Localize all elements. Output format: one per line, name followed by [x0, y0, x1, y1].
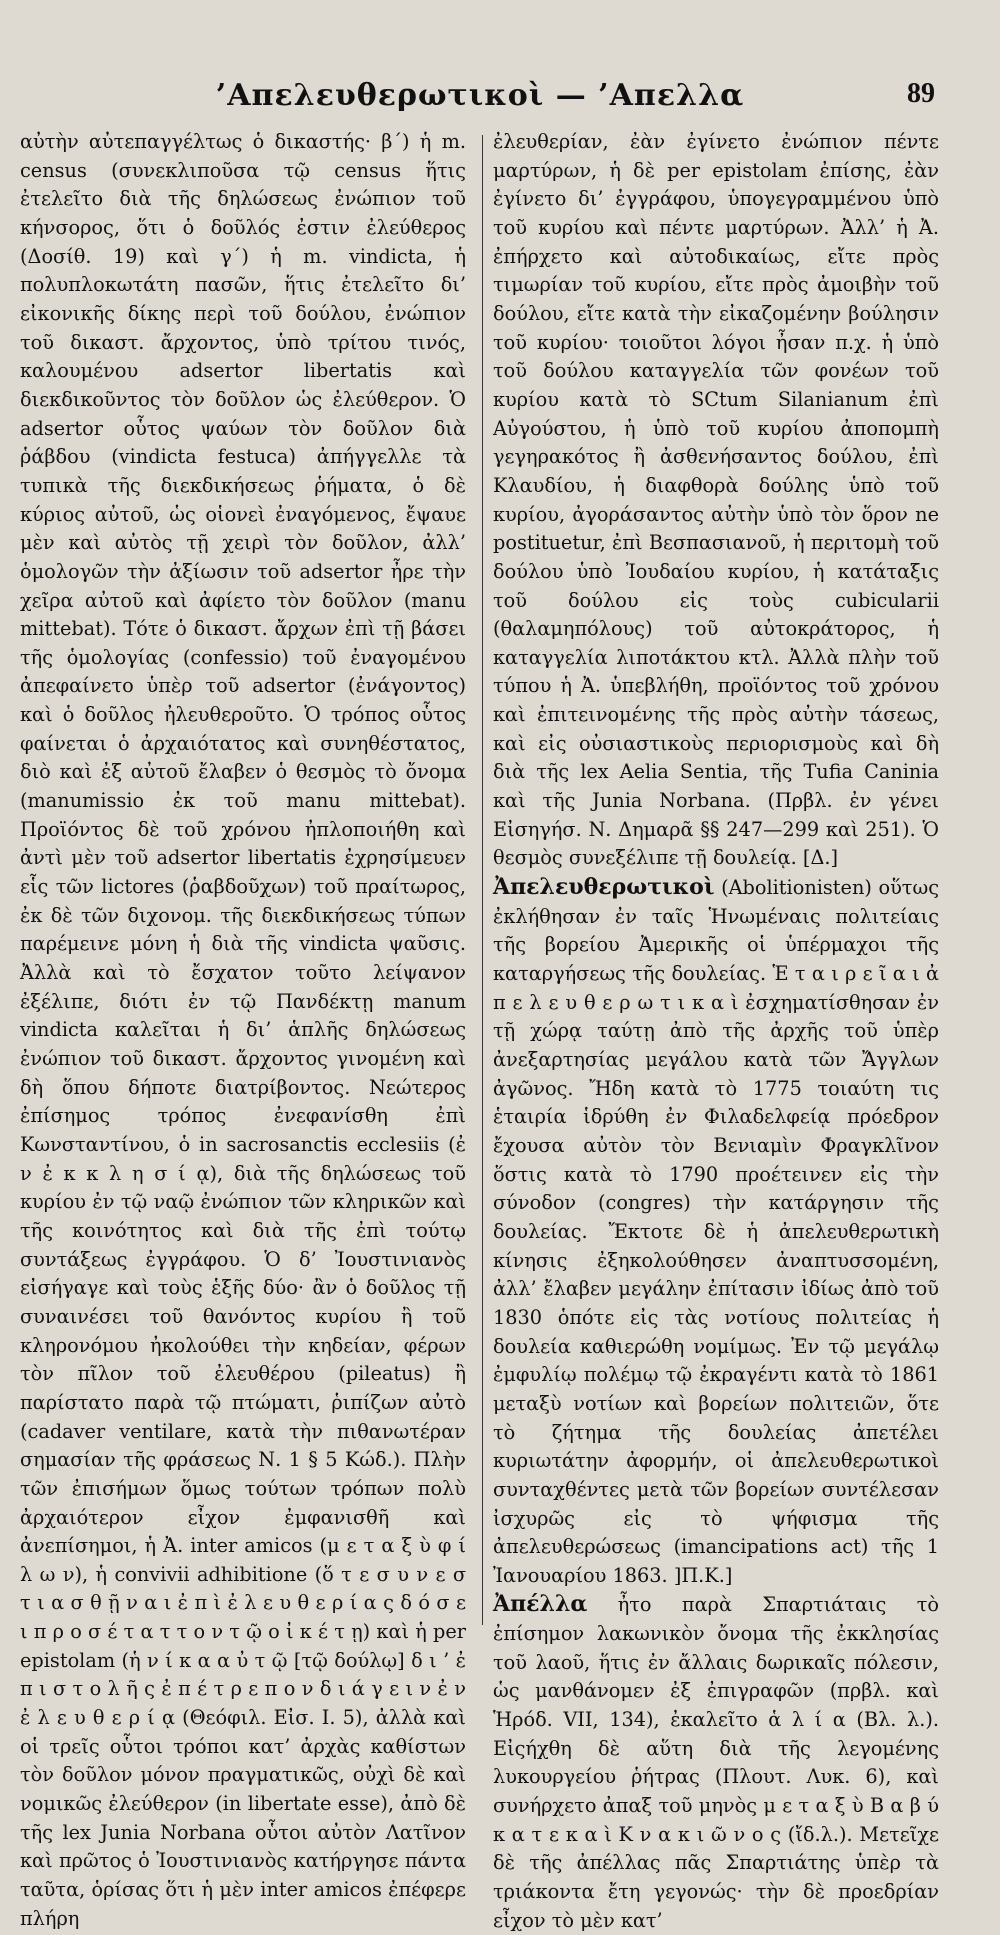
entry-headword: Ἀπελευθερωτικοὶ — [493, 874, 715, 901]
right-column — [493, 128, 939, 1932]
page-number: 89 — [907, 78, 935, 109]
entry-text-apeleftherosis-continued: αὐτὴν αὐτεπαγγέλτως ὁ δικαστής· β΄) ἡ m. census (συνεκλιποῦσα τῷ census ἥτις ἐτελεῖτο διὰ τῆς δηλώσεως ἐνώπιον τοῦ κήνσορος, ὅτι ὁ δοῦλός ἐστιν ἐλεύθερος (Δοσίθ. 19) καὶ γ΄) ἡ m. vindicta, ἡ πολυπλοκωτάτη πασῶν, ἥτις ἐτελεῖτο δι’ εἰκονικῆς δίκης περὶ τοῦ δούλου, ἐνώπιον τοῦ δικαστ. ἄρχοντος, ὑπὸ τρίτου τινός, καλουμένου adsertor libertatis καὶ διεκδικοῦντος τὸν δοῦλον ὡς ἐλεύθερον. Ὁ adsertor οὗτος ψαύων τὸν δοῦλον διὰ ῥάβδου (vindicta festuca) ἀπήγγελλε τὰ τυπικὰ τῆς διεκδικήσεως ῥήματα, ὁ δὲ κύριος αὐτοῦ, ὡς οἱονεὶ ἐναγόμενος, ἔψαυε μὲν καὶ αὐτὸς τῇ χειρὶ τὸν δοῦλον, ἀλλ’ ὁμολογῶν τὴν ἀξίωσιν τοῦ adsertor ἦρε τὴν χεῖρα αὐτοῦ καὶ ἀφίετο τὸν δοῦλον (manu mittebat). Τότε ὁ δικαστ. ἄρχων ἐπὶ τῇ βάσει τῆς ὁμολογίας (confessio) τοῦ ἐναγομένου ἀπεφαίνετο ὑπὲρ τοῦ adsertor (ἐνάγοντος) καὶ ὁ δοῦλος ἠλευθεροῦτο. Ὁ τρόπος οὗτος φαίνεται ὁ ἀρχαιότατος καὶ συνηθέστατος, διὸ καὶ ἐξ αὐτοῦ ἔλαβεν ὁ θεσμὸς τὸ ὄνομα (manumissio ἐκ τοῦ manu mittebat). Προϊόντος δὲ τοῦ χρόνου ἠπλοποιήθη καὶ ἀντὶ μὲν τοῦ adsertor libertatis ἐχρησίμευεν εἷς τῶν lictores (ῥαβδοῦχων) τοῦ πραίτωρος, ἐκ δὲ τῶν διχονομ. τῆς διεκδικήσεως τύπων παρέμεινε μόνη ἡ διὰ τῆς vindicta ψαῦσις. Ἀλλὰ καὶ τὸ ἔσχατον τοῦτο λείψανον ἐξέλιπε, διότι ἐν τῷ Πανδέκτῃ manum vindicta καλεῖται ἡ δι’ ἁπλῆς δηλώσεως ἐνώπιον τοῦ δικαστ. ἄρχοντος γινομένη καὶ δὴ ὅπου δήποτε διατρίβοντος. Νεώτερος ἐπίσημος τρόπος ἐνεφανίσθη ἐπὶ Κωνσταντίνου, ὁ in sacrosanctis ecclesiis (ἐ ν ἐ κ κ λ η σ ί ᾳ), διὰ τῆς δηλώσεως τοῦ κυρίου ἐν τῷ ναῷ ἐνώπιον τῶν κληρικῶν καὶ τῆς κοινότητος καὶ διὰ τῆς ἐπὶ τούτῳ συντάξεως ἐγγράφου. Ὁ δ’ Ἰουστινιανὸς εἰσήγαγε καὶ τοὺς ἑξῆς δύο· ἂν ὁ δοῦλος τῇ συναινέσει τοῦ θανόντος κυρίου ἢ τοῦ κληρονόμου ἠκολούθει τὴν κηδείαν, φέρων τὸν πῖλον τοῦ ἐλευθέρου (pileatus) ἢ παρίστατο παρὰ τῷ πτώματι, ῥιπίζων αὐτὸ (cadaver ventilare, κατὰ τὴν πιθανωτέραν σημασίαν τῆς φράσεως Ν. 1 § 5 Κώδ.). Πλὴν τῶν ἐπισήμων ὅμως τούτων τρόπων πολὺ ἀρχαιότερον εἶχον ἐμφανισθῆ καὶ ἀνεπίσημοι, ἡ Ἀ. inter amicos (μ ε τ α ξ ὺ φ ί λ ω ν), ἡ convivii adhibitione (ὅ τ ε σ υ ν ε σ τ ι α σ θ ῇ ν α ι ἐ π ὶ ἐ λ ε υ θ ε ρ ί α ς δ ό σ ε ι π ρ ο σ έ τ α τ τ ο ν τ ῷ ο ἰ κ έ τ ῃ) καὶ ἡ per epistolam (ἡ ν ί κ α α ὐ τ ῷ [τῷ δούλῳ] δ ι ’ ἐ π ι σ τ ο λ ῆ ς ἐ π έ τ ρ ε π ο ν δ ι ά γ ε ι ν ἐ ν ἐ λ ε υ θ ε ρ ί ᾳ (Θεόφιλ. Εἰσ. Ι. 5), ἀλλὰ καὶ οἱ τρεῖς οὗτοι τρόποι κατ’ ἀρχὰς καθίστων τὸν δοῦλον μόνον πραγματικῶς, οὐχὶ δὲ καὶ νομικῶς ἐλεύθερον (in libertate esse), ἀπὸ δὲ τῆς lex Junia Norbana οὗτοι αὐτὸν Λατῖνον καὶ πρῶτος ὁ Ἰουστινιανὸς κατήργησε πάντα ταῦτα, ὁρίσας ὅτι ἡ μὲν inter amicos ἐπέφερε πλήρη — [20, 130, 466, 1930]
column-divider — [482, 135, 483, 1625]
page-header — [30, 78, 935, 118]
left-column — [20, 128, 466, 1930]
running-title: ’Απελευθερωτικοὶ — ’Απελλα — [215, 78, 745, 113]
entry-text-apeleftherosis-end: ἐλευθερίαν, ἐὰν ἐγίνετο ἐνώπιον πέντε μαρτύρων, ἡ δὲ per epistolam ἐπίσης, ἐὰν ἐγίνετο δι’ ἐγγράφου, ὑπογεγραμμένου ὑπὸ τοῦ κυρίου καὶ πέντε μαρτύρων. Ἀλλ’ ἡ Ἀ. ἐπήρχετο καὶ αὐτοδικαίως, εἴτε πρὸς τιμωρίαν τοῦ κυρίου, εἴτε πρὸς ἀμοιβὴν τοῦ δούλου, εἴτε κατὰ τὴν εἰκαζομένην βούλησιν τοῦ κυρίου· τοιοῦτοι λόγοι ἦσαν π.χ. ἡ ὑπὸ τοῦ δούλου καταγγελία τῶν φονέων τοῦ κυρίου κατὰ τὸ SCtum Silanianum ἐπὶ Αὐγούστου, ἡ ὑπὸ τοῦ κυρίου ἀποπομπὴ γεγηρακότος ἢ ἀσθενήσαντος δούλου, ἐπὶ Κλαυδίου, ἡ διαφθορὰ δούλης ὑπὸ τοῦ κυρίου, ἀγοράσαντος αὐτὴν ὑπὸ τὸν ὅρον ne postituetur, ἐπὶ Βεσπασιανοῦ, ἡ περιτομὴ τοῦ δούλου ὑπὸ Ἰουδαίου κυρίου, ἡ κατάταξις τοῦ δούλου εἰς τοὺς cubicularii (θαλαμηπόλους) τοῦ αὐτοκράτορος, ἡ καταγγελία λιποτάκτου κτλ. Ἀλλὰ πλὴν τοῦ τύπου ἡ Ἀ. ὑπεβλήθη, προϊόντος τοῦ χρόνου καὶ ἐπιτεινομένης τῆς πρὸς αὐτὴν τάσεως, καὶ εἰς οὐσιαστικοὺς περιορισμοὺς καὶ δὴ διὰ τῆς lex Aelia Sentia, τῆς Tufia Caninia καὶ τῆς Junia Norbana. (Πρβλ. ἐν γένει Εἰσηγήσ. Ν. Δημαρᾶ §§ 247—299 καὶ 251). Ὁ θεσμὸς συνεξέλιπε τῇ δουλείᾳ. [Δ.] — [493, 130, 939, 870]
entry-apella: Ἀπέλλα ἦτο παρὰ Σπαρτιάταις τὸ ἐπίσημον λακωνικὸν ὄνομα τῆς ἐκκλησίας τοῦ λαοῦ, ἥτις ἐν ἄλλαις δωρικαῖς πόλεσιν, ὡς μανθάνομεν ἐξ ἐπιγραφῶν (πρβλ. καὶ Ἡρόδ. VII, 134), ἐκαλεῖτο ἁ λ ί α (Βλ. λ.). Εἰςήχθη δὲ αὕτη διὰ τῆς λεγομένης λυκουργείου ῥήτρας (Πλουτ. Λυκ. 6), καὶ συνήρχετο ἀπαξ τοῦ μηνὸς μ ε τ α ξ ὺ Β α β ύ κ α τ ε κ α ὶ Κ ν α κ ι ῶ ν ο ς (ἴδ.λ.). Μετεῖχε δὲ τῆς ἀπέλλας πᾶς Σπαρτιάτης ὑπὲρ τὰ τριάκοντα ἔτη γεγονώς· τὴν δὲ προεδρίαν εἶχον τὸ μὲν κατ’ — [493, 1591, 939, 1932]
entry-apeleftherotikoi: Ἀπελευθερωτικοὶ (Abolitionisten) οὕτως ἐκλήθησαν ἐν ταῖς Ἡνωμέναις πολιτείαις τῆς βορείου Ἀμερικῆς οἱ ὑπέρμαχοι τῆς καταργήσεως τῆς δουλείας. Ἑ τ α ι ρ ε ῖ α ι ἀ π ε λ ε υ θ ε ρ ω τ ι κ α ὶ ἐσχηματίσθησαν ἐν τῇ χώρᾳ ταύτῃ ἀπὸ τῆς ἀρχῆς τοῦ ὑπὲρ ἀνεξαρτησίας μεγάλου κατὰ τῶν Ἄγγλων ἀγῶνος. Ἤδη κατὰ τὸ 1775 τοιαύτη τις ἑταιρία ἱδρύθη ἐν Φιλαδελφείᾳ πρόεδρον ἔχουσα αὐτὸν τὸν Βενιαμὶν Φραγκλῖνον ὅστις κατὰ τὸ 1790 προέτεινεν εἰς τὴν σύνοδον (congres) τὴν κατάργησιν τῆς δουλείας. Ἔκτοτε δὲ ἡ ἀπελευθερωτικὴ κίνησις ἐξηκολούθησεν ἀναπτυσσομένη, ἀλλ’ ἔλαβεν μεγάλην ἐπίτασιν ἰδίως ἀπὸ τοῦ 1830 ὁπότε εἰς τὰς νοτίους πολιτείας ἡ δουλεία καθιερώθη νομίμως. Ἐν τῷ μεγάλῳ ἐμφυλίῳ πολέμῳ τῷ ἐκραγέντι κατὰ τὸ 1861 μεταξὺ νοτίων καὶ βορείων πολιτειῶν, ὅτε τὸ ζήτημα τῆς δουλείας ἀπετέλει κυριωτάτην ἀφορμήν, οἱ ἀπελευθερωτικοὶ συνταχθέντες μετὰ τῶν βορείων συντέλεσαν ἰσχυρῶς εἰς τὸ ψήφισμα τῆς ἀπελευθερώσεως (imancipations act) τῆς 1 Ἰανουαρίου 1863. ]Π.Κ.] — [493, 874, 939, 1587]
entry-headword: Ἀπέλλα — [493, 1591, 588, 1618]
